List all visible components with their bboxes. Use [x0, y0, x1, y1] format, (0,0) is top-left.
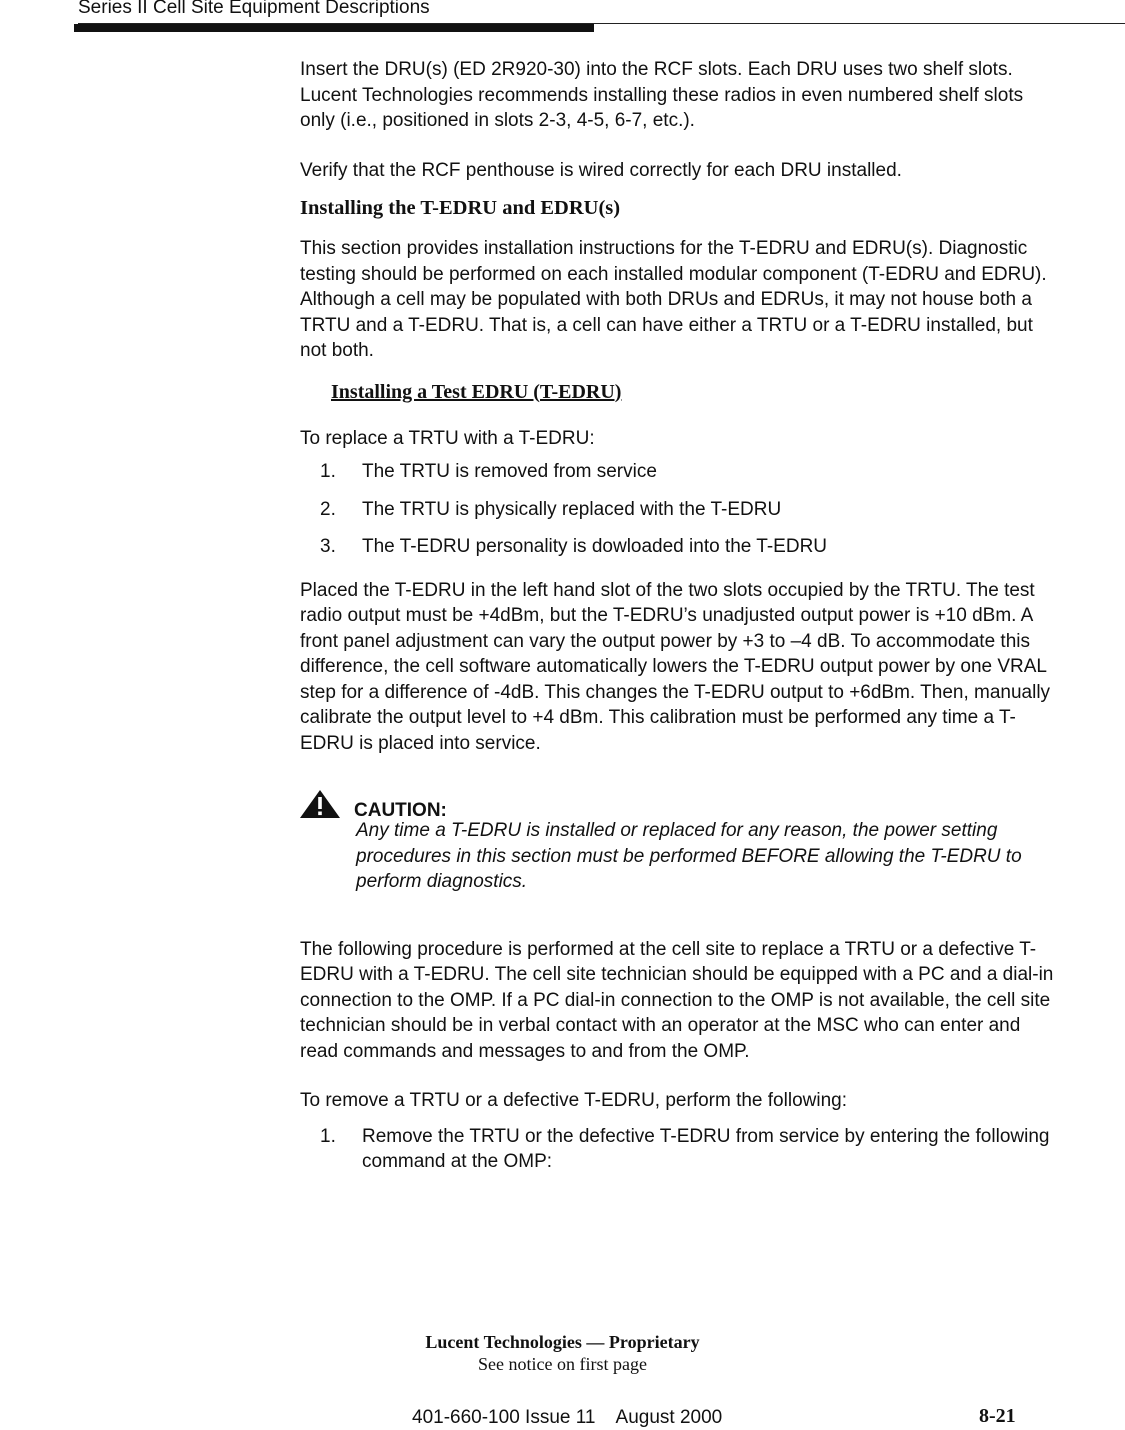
caution-block — [300, 792, 1060, 895]
paragraph-replace-intro: To replace a TRTU with a T-EDRU: — [300, 427, 595, 449]
remove-steps-list — [300, 1124, 1060, 1175]
paragraph-dru-insert: Insert the DRU(s) (ED 2R920-30) into the RCF slots. Each DRU uses two shelf slots. Lucent Technologies recommends installing these radios in even numbered shelf slots only (i.e., positioned in slots 2-3, 4-5, 6-7, etc.). — [300, 59, 1024, 131]
footer-company: Lucent Technologies — Proprietary — [425, 1332, 700, 1352]
paragraph-placement-calibration: Placed the T-EDRU in the left hand slot of the two slots occupied by the TRTU. The test radio output must be +4dBm, but the T-EDRU’s unadjusted output power is +10 dBm. A front panel adjustment can vary the output power by +3 to –4 dB. To accommodate this difference, the cell software automatically lowers the T-EDRU output power by one VRAL step for a difference of -4dB. This changes the T-EDRU output to +6dBm. Then, manually calibrate the output level to +4 dBm. This calibration must be performed any time a T-EDRU is placed into service. — [300, 579, 1051, 754]
list-item-text: The TRTU is removed from service — [362, 461, 657, 482]
footer-notice: See notice on first page — [478, 1354, 647, 1374]
list-item-number: 2. — [320, 498, 336, 520]
caution-text: Any time a T-EDRU is installed or replaced for any reason, the power setting procedures in this section must be performed BEFORE allowing the T-EDRU to perform diagnostics. — [356, 820, 1022, 892]
paragraph-remove-intro: To remove a TRTU or a defective T-EDRU, perform the following: — [300, 1090, 847, 1111]
caution-label: CAUTION: — [354, 800, 447, 821]
list-item-text: Remove the TRTU or the defective T-EDRU from service by entering the following command at the OMP: — [362, 1125, 1050, 1172]
footer-doc-info: 401-660-100 Issue 11 August 2000 — [412, 1407, 723, 1428]
section-heading-installing: Installing the T-EDRU and EDRU(s) — [300, 197, 621, 219]
list-item-text: The T-EDRU personality is dowloaded into the T-EDRU — [362, 536, 828, 557]
subsection-heading-test-edru: Installing a Test EDRU (T-EDRU) — [331, 380, 622, 403]
replace-steps-list — [300, 459, 1060, 560]
list-item-text: The TRTU is physically replaced with the T-EDRU — [362, 498, 782, 520]
list-item — [300, 459, 1060, 485]
list-item-number: 3. — [320, 536, 336, 557]
list-item-number: 1. — [320, 461, 336, 482]
paragraph-section-intro: This section provides installation instructions for the T-EDRU and EDRU(s). Diagnostic testing should be performed on each installed modular component (T-EDRU and EDRU). Although a cell may be populated with both DRUs and EDRUs, it may not house both a TRTU and a T-EDRU. That is, a cell can have either a TRTU or a T-EDRU installed, but not both. — [300, 238, 1047, 361]
header-rule-bar — [74, 24, 594, 32]
list-item — [300, 497, 1060, 523]
paragraph-verify-penthouse: Verify that the RCF penthouse is wired correctly for each DRU installed. — [300, 159, 902, 181]
page-content — [300, 57, 1060, 1187]
header-title: Series II Cell Site Equipment Descriptions — [78, 0, 430, 18]
caution-header — [300, 792, 1060, 821]
list-item-number: 1. — [320, 1125, 336, 1147]
list-item — [300, 1124, 1060, 1175]
paragraph-procedure-intro: The following procedure is performed at the cell site to replace a TRTU or a defective T-EDRU with a T-EDRU. The cell site technician should be equipped with a PC and a dial-in connection to the OMP. If a PC dial-in connection to the OMP is not available, the cell site technician should be in verbal contact with an operator at the MSC who can enter and read commands and messages to and from the OMP. — [300, 938, 1054, 1062]
list-item — [300, 534, 1060, 560]
page-number: 8-21 — [979, 1405, 1016, 1427]
warning-triangle-icon — [300, 790, 340, 818]
